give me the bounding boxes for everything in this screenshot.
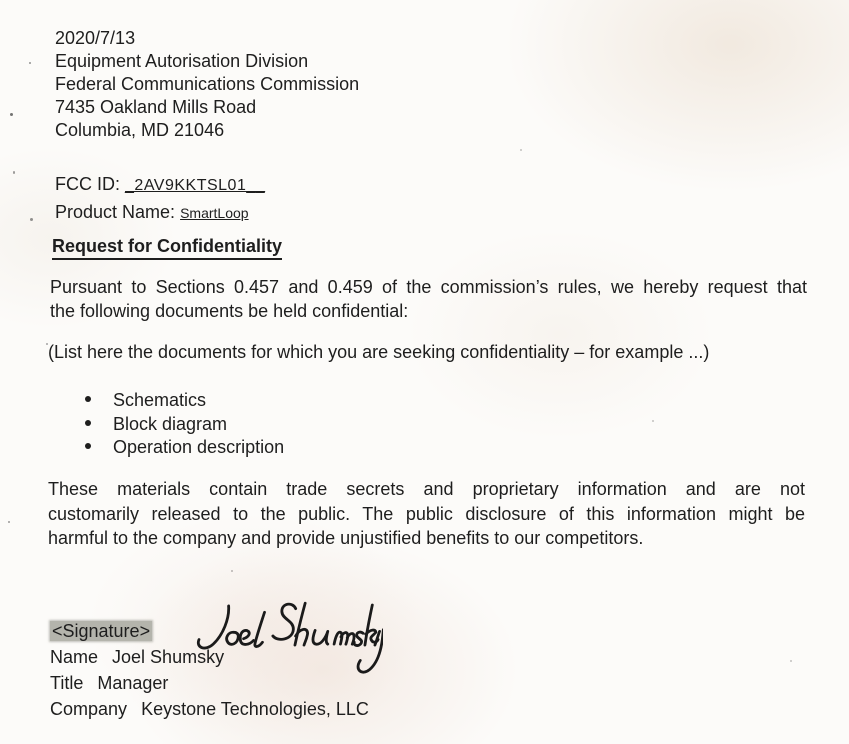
fcc-id-label: FCC ID: (55, 174, 120, 194)
signature-block (50, 618, 369, 722)
name-line (50, 644, 369, 670)
company-label: Company (50, 699, 128, 719)
company-line (50, 696, 369, 722)
list-item-label: Schematics (113, 390, 207, 410)
list-item-label: Operation description (113, 437, 285, 457)
list-item (85, 389, 284, 413)
date-line: 2020/7/13 (55, 28, 136, 48)
list-instruction: (List here the documents for which you are seeking confidentiality – for example ...) (48, 342, 710, 362)
list-item (85, 436, 284, 460)
fcc-info-block (55, 171, 265, 226)
product-name-value: SmartLoop (180, 205, 249, 221)
signature-placeholder-line (50, 618, 369, 644)
confidential-documents-list (85, 389, 284, 460)
list-item-label: Block diagram (113, 413, 228, 434)
name-label: Name (50, 647, 99, 667)
title-value: Manager (97, 673, 169, 693)
signature-placeholder: <Signature> (52, 621, 151, 641)
justification-paragraph-line: customarily released to the public. The public disclosure of this information might be (48, 503, 805, 524)
list-item (85, 413, 284, 437)
recipient-street-line: 7435 Oakland Mills Road (55, 97, 257, 117)
request-paragraph-line: the following documents be held confidential: (50, 300, 409, 321)
title-label: Title (50, 673, 84, 693)
fcc-id-value: _2AV9KKTSL01__ (125, 177, 266, 194)
name-value: Joel Shumsky (112, 647, 225, 667)
bullet-icon (85, 443, 91, 449)
title-line (50, 670, 369, 696)
company-value: Keystone Technologies, LLC (141, 699, 369, 719)
recipient-city-line: Columbia, MD 21046 (55, 120, 225, 140)
recipient-division-line: Equipment Autorisation Division (55, 51, 309, 71)
justification-paragraph-line: harmful to the company and provide unjustified benefits to our competitors. (48, 528, 644, 548)
request-for-confidentiality-heading: Request for Confidentiality (52, 236, 282, 260)
bullet-icon (85, 420, 91, 426)
request-paragraph (50, 276, 807, 323)
justification-paragraph-line: These materials contain trade secrets and proprietary information and are not (48, 479, 805, 499)
product-name-line (55, 199, 265, 226)
request-paragraph-line: Pursuant to Sections 0.457 and 0.459 of the commission’s rules, we hereby request that (50, 277, 807, 297)
fcc-id-line (55, 171, 265, 199)
bullet-icon (85, 396, 91, 402)
justification-paragraph (48, 477, 805, 551)
letterhead (55, 27, 359, 142)
product-name-label: Product Name: (55, 202, 176, 222)
recipient-agency-line: Federal Communications Commission (55, 74, 360, 94)
